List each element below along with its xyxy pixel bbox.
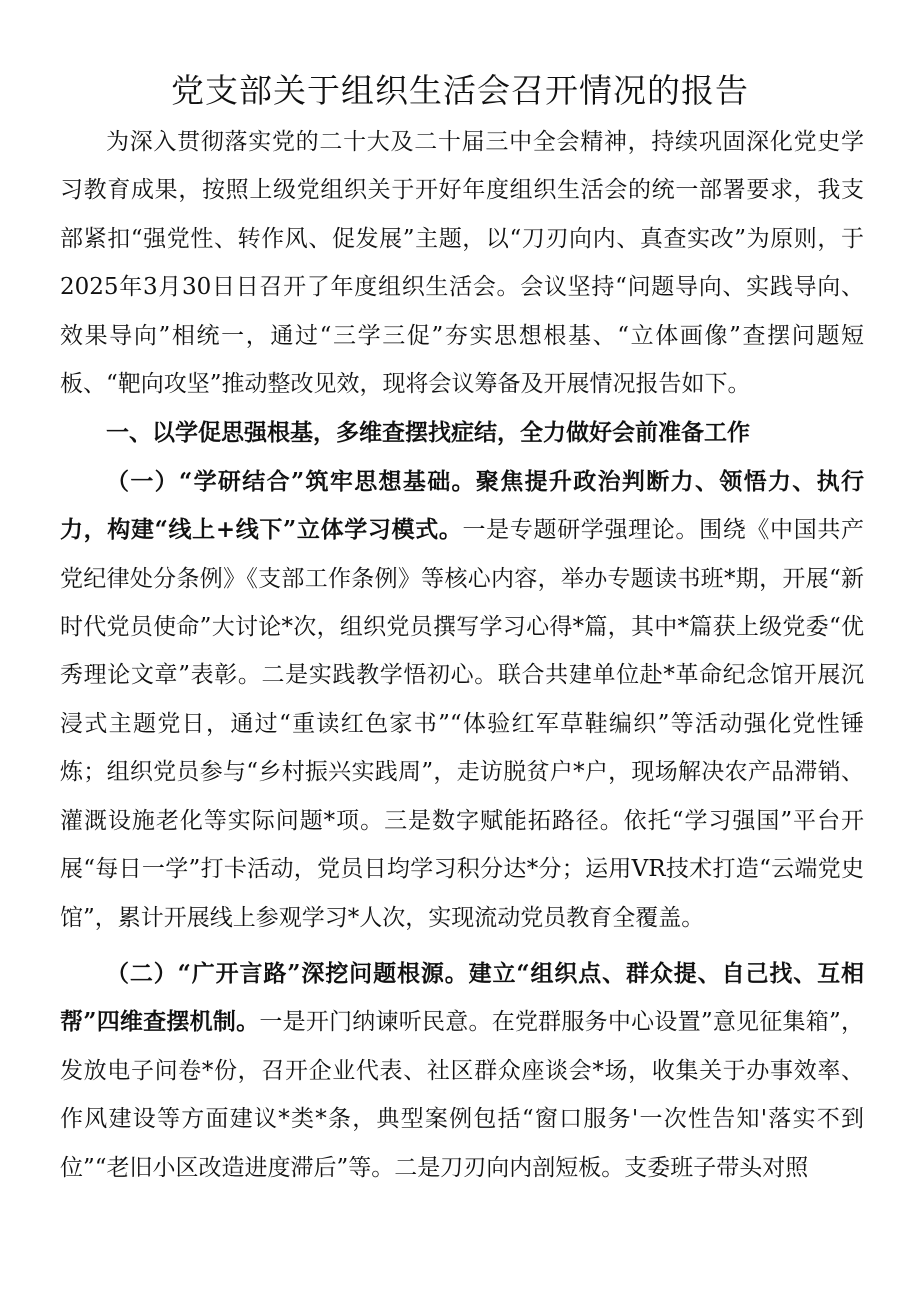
intro-paragraph: 为深入贯彻落实党的二十大及二十届三中全会精神，持续巩固深化党史学习教育成果，按照上级党组织关于开好年度组织生活会的统一部署要求，我支部紧扣“强党性、转作风、促发展”主题，以“刀刃向内、真查实改”为原则，于2025年3月30日日召开了年度组织生活会。会议坚持“问题导向、实践导向、效果导向”相统一，通过“三学三促”夯实思想根基、“立体画像”查摆问题短板、“靶向攻坚”推动整改见效，现将会议筹备及开展情况报告如下。 xyxy=(60,129,864,398)
subsection-paragraph-1 xyxy=(60,458,864,942)
subsection-2-text: 一是开门纳谏听民意。在党群服务中心设置”意见征集箱”，发放电子问卷*份，召开企业代表、社区群众座谈会*场，收集关于办事效率、作风建设等方面建议*类*条，典型案例包括“窗口服务'一次性告知'落实不到位”“老旧小区改造进度滞后”等。二是刀刃向内剖短板。支委班子带头对照 xyxy=(60,1009,864,1181)
subsection-1-lead: （一）“学研结合”筑牢思想基础。聚焦提升政治判断力、领悟力、执行力，构建“线上+线下”立体学习模式。 xyxy=(60,467,864,544)
document-title: 党支部关于组织生活会召开情况的报告 xyxy=(171,71,749,110)
document-body xyxy=(60,118,864,1192)
subsection-2-lead: （二）“广开言路”深挖问题根源。建立“组织点、群众提、自己找、互相帮”四维查摆机制。 xyxy=(60,959,864,1036)
section-heading xyxy=(60,409,864,457)
subsection-1-text: 一是专题研学强理论。围绕《中国共产党纪律处分条例》《支部工作条例》等核心内容，举办专题读书班*期，开展“新时代党员使命”大讨论*次，组织党员撰写学习心得*篇，其中*篇获上级党委“优秀理论文章”表彰。二是实践教学悟初心。联合共建单位赴*革命纪念馆开展沉浸式主题党日，通过“重读红色家书”“体验红军草鞋编织”等活动强化党性锤炼；组织党员参与“乡村振兴实践周”，走访脱贫户*户，现场解决农产品滞销、灌溉设施老化等实际问题*项。三是数字赋能拓路径。依托“学习强国”平台开展“每日一学”打卡活动，党员日均学习积分达*分；运用VR技术打造“云端党史馆”，累计开展线上参观学习*人次，实现流动党员教育全覆盖。 xyxy=(60,517,865,931)
section-heading-text: 一、以学促思强根基，多维查摆找症结，全力做好会前准备工作 xyxy=(106,419,750,447)
subsection-paragraph-2 xyxy=(60,950,864,1192)
